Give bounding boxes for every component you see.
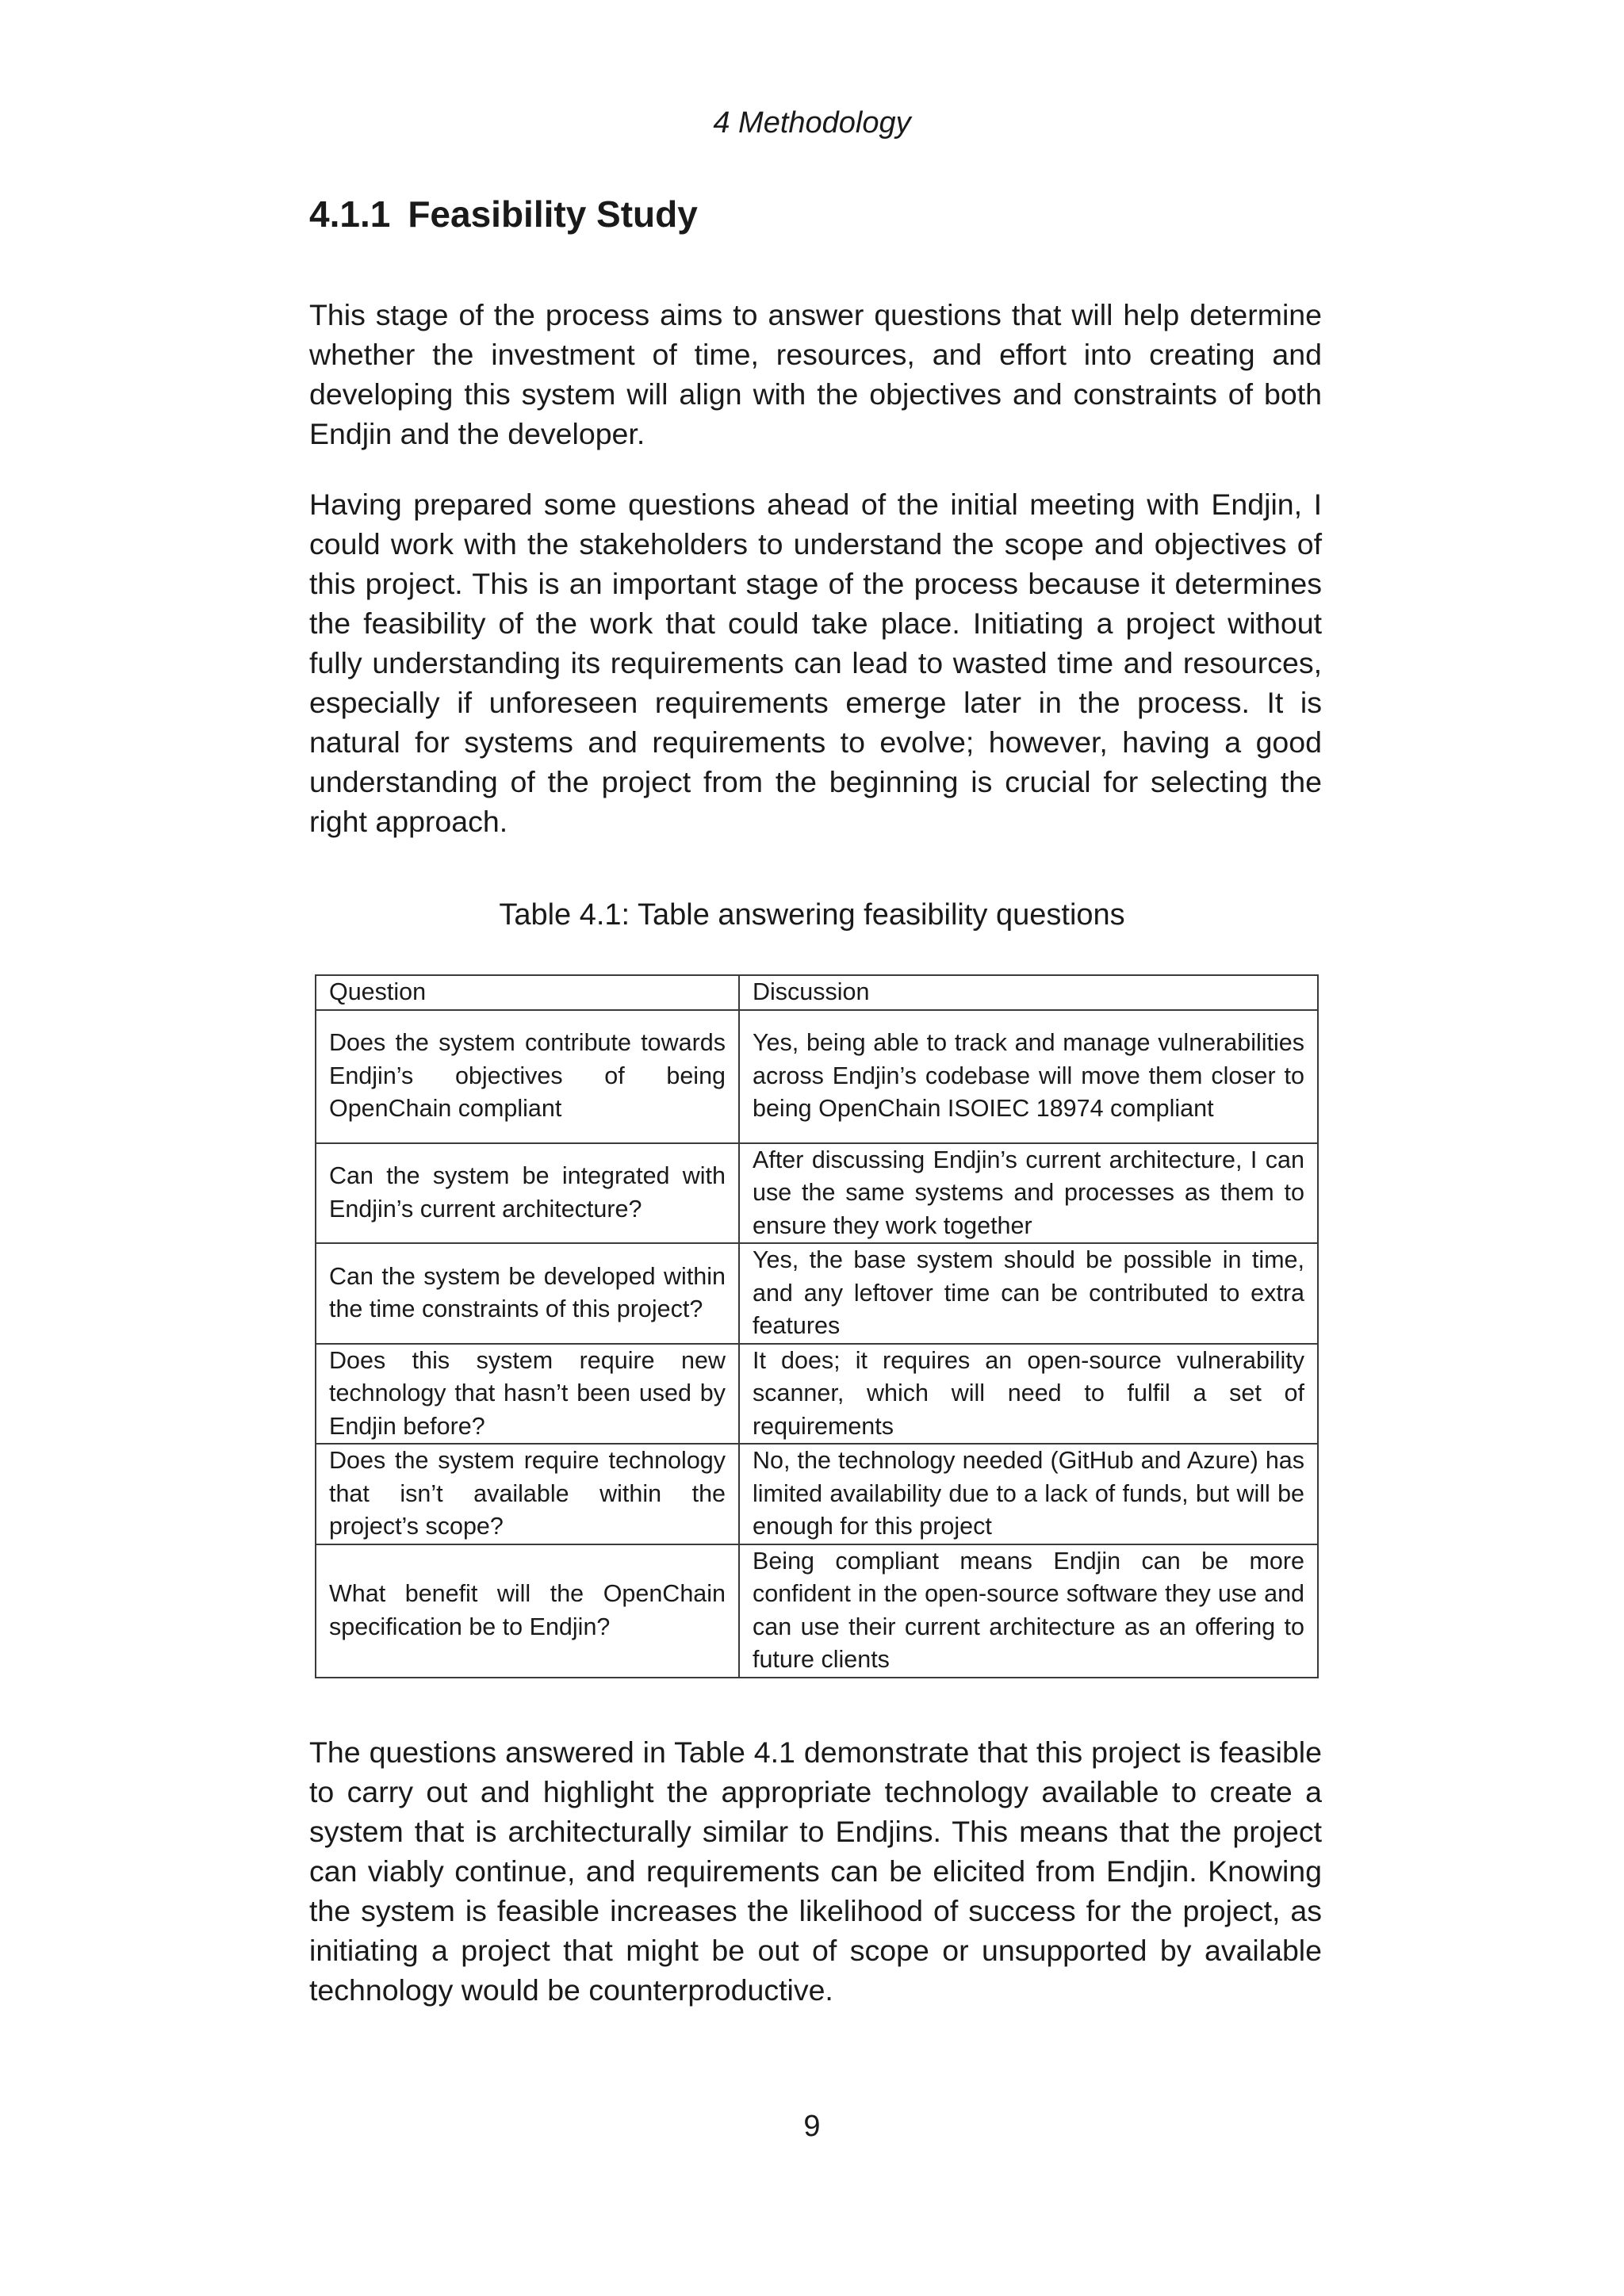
discussion-cell: After discussing Endjin’s current architecture, I can use the same systems and processes as them to ensure they work together <box>739 1143 1318 1244</box>
page-number: 9 <box>803 2110 821 2143</box>
table-header-row <box>316 975 1318 1010</box>
paragraph-conclusion: The questions answered in Table 4.1 demonstrate that this project is feasible to carry out and highlight the appropriate technology available to create a system that is architecturally similar to Endjins. This means that the project can viably continue, and requirements can be elicited from Endjin. Knowing the system is feasible increases the likelihood of success for the project, as initiating a project that might be out of scope or unsupported by available technology would be counterproductive. <box>309 1735 1322 2007</box>
table-row <box>316 1143 1318 1244</box>
running-header: 4 Methodology <box>713 106 911 140</box>
question-cell: Does this system require new technology that hasn’t been used by Endjin before? <box>316 1344 739 1445</box>
paragraph-meeting: Having prepared some questions ahead of the initial meeting with Endjin, I could work with the stakeholders to understand the scope and objectives of this project. This is an important stage of the process because it determines the feasibility of the work that could take place. Initiating a project without fully understanding its requirements can lead to wasted time and resources, especially if unforeseen requirements emerge later in the process. It is natural for systems and requirements to evolve; however, having a good understanding of the project from the beginning is crucial for selecting the right approach. <box>309 488 1322 838</box>
section-title: Feasibility Study <box>408 193 698 235</box>
paragraph-intro: This stage of the process aims to answer questions that will help determine whether the investment of time, resources, and effort into creating and developing this system will align with the objectives and constraints of both Endjin and the developer. <box>309 298 1322 450</box>
section-number: 4.1.1 <box>309 193 391 235</box>
discussion-cell: It does; it requires an open-source vulnerability scanner, which will need to fulfil a set of requirements <box>739 1344 1318 1445</box>
table-row <box>316 1544 1318 1678</box>
table-row <box>316 1344 1318 1445</box>
question-cell: Does the system require technology that isn’t available within the project’s scope? <box>316 1444 739 1544</box>
section-heading <box>309 192 698 236</box>
discussion-cell: Being compliant means Endjin can be more confident in the open-source software they use and can use their current architecture as an offering to future clients <box>739 1544 1318 1678</box>
header-discussion: Discussion <box>739 975 1318 1010</box>
table-row <box>316 1010 1318 1143</box>
table-caption: Table 4.1: Table answering feasibility questions <box>499 898 1125 932</box>
question-cell: Can the system be integrated with Endjin’s current architecture? <box>316 1143 739 1244</box>
question-cell: Does the system contribute towards Endjin’s objectives of being OpenChain compliant <box>316 1010 739 1143</box>
table-row <box>316 1243 1318 1344</box>
feasibility-table <box>315 974 1319 1678</box>
discussion-cell: Yes, being able to track and manage vulnerabilities across Endjin’s codebase will move them closer to being OpenChain ISOIEC 18974 compliant <box>739 1010 1318 1143</box>
discussion-cell: No, the technology needed (GitHub and Azure) has limited availability due to a lack of funds, but will be enough for this project <box>739 1444 1318 1544</box>
header-question: Question <box>316 975 739 1010</box>
discussion-cell: Yes, the base system should be possible in time, and any leftover time can be contributed to extra features <box>739 1243 1318 1344</box>
table-row <box>316 1444 1318 1544</box>
question-cell: What benefit will the OpenChain specification be to Endjin? <box>316 1544 739 1678</box>
question-cell: Can the system be developed within the time constraints of this project? <box>316 1243 739 1344</box>
